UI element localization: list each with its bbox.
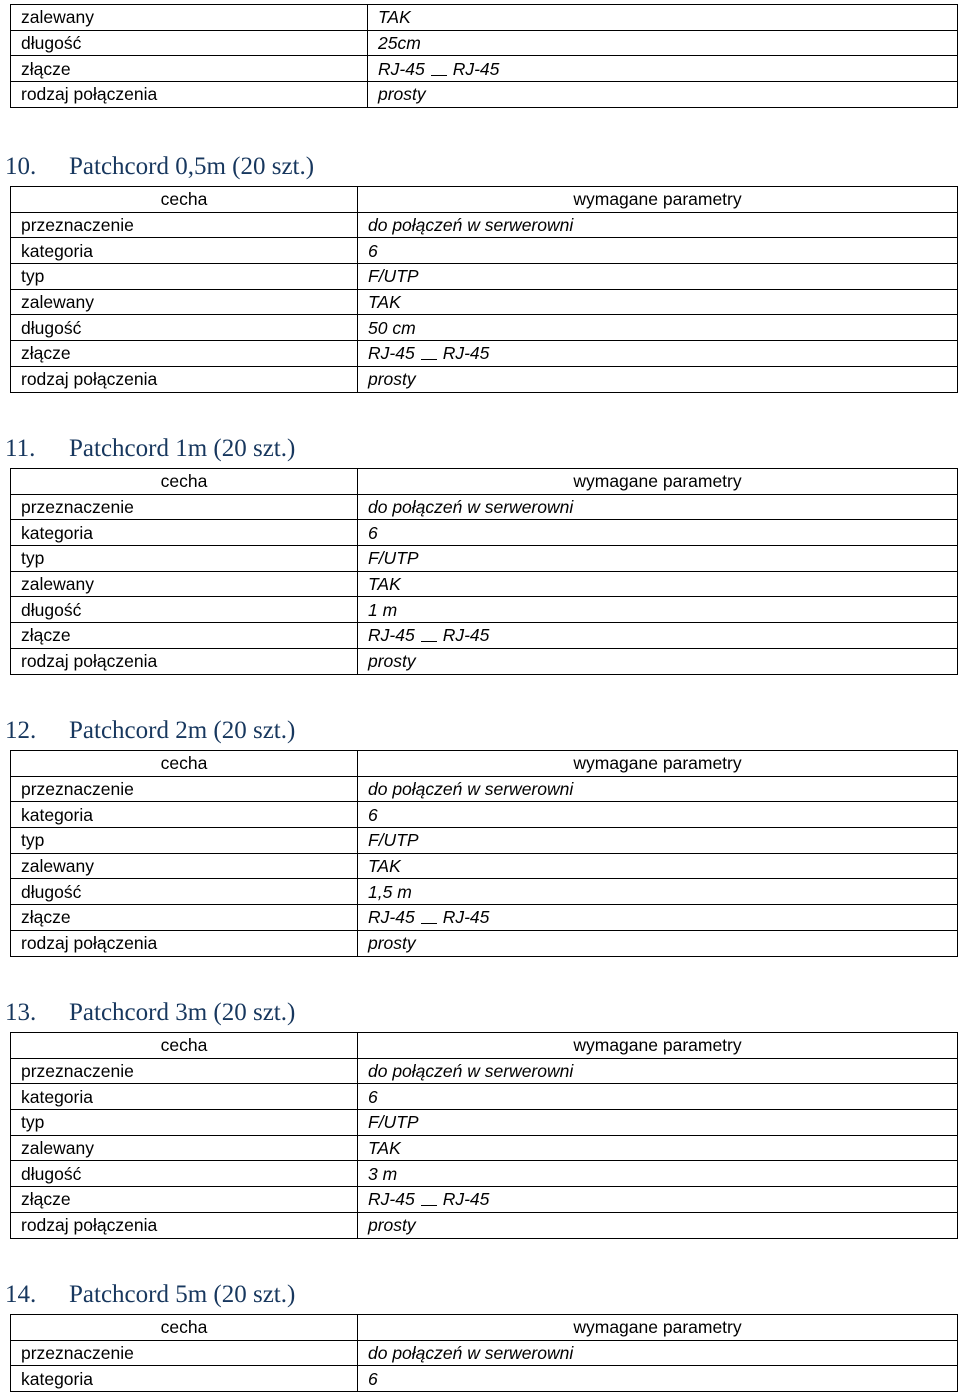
param-value: do połączeń w serwerowni	[358, 1058, 958, 1084]
param-value: TAK	[358, 853, 958, 879]
spec-table	[10, 186, 958, 393]
param-value: F/UTP	[358, 264, 958, 290]
param-value: 6	[358, 802, 958, 828]
section-title: Patchcord 0,5m (20 szt.)	[69, 153, 315, 180]
table-row	[11, 597, 958, 623]
param-name: zalewany	[11, 5, 368, 31]
param-value: TAK	[358, 571, 958, 597]
header-cecha: cecha	[11, 187, 358, 213]
param-name: długość	[11, 315, 358, 341]
param-name: rodzaj połączenia	[11, 930, 358, 956]
table-row	[11, 853, 958, 879]
param-value	[358, 1187, 958, 1213]
table-row	[11, 905, 958, 931]
param-name: rodzaj połączenia	[11, 648, 358, 674]
param-name: rodzaj połączenia	[11, 82, 368, 108]
param-value: 25cm	[368, 30, 958, 56]
table-row	[11, 520, 958, 546]
header-cecha: cecha	[11, 469, 358, 495]
header-wymagane-parametry: wymagane parametry	[358, 469, 958, 495]
table-row	[11, 212, 958, 238]
connector-b: RJ-45	[442, 343, 490, 364]
table-row	[11, 341, 958, 367]
param-name: przeznaczenie	[11, 494, 358, 520]
table-row	[11, 802, 958, 828]
param-value: prosty	[358, 366, 958, 392]
table-header-row	[11, 1033, 958, 1059]
table-row	[11, 571, 958, 597]
param-name: długość	[11, 1161, 358, 1187]
param-value: F/UTP	[358, 1110, 958, 1136]
param-name: kategoria	[11, 520, 358, 546]
spec-table	[10, 750, 958, 957]
param-name: zalewany	[11, 289, 358, 315]
param-value: TAK	[358, 289, 958, 315]
section-number: 11.	[5, 435, 36, 462]
spec-table	[10, 1314, 958, 1392]
table-row	[11, 879, 958, 905]
param-value: F/UTP	[358, 546, 958, 572]
param-value: 1,5 m	[358, 879, 958, 905]
spec-table	[10, 468, 958, 675]
section-title: Patchcord 1m (20 szt.)	[69, 435, 296, 462]
param-value: prosty	[358, 648, 958, 674]
table-row	[11, 1135, 958, 1161]
section-heading	[5, 152, 314, 182]
table-row	[11, 238, 958, 264]
param-name: kategoria	[11, 1366, 358, 1392]
param-value: prosty	[358, 1212, 958, 1238]
param-value	[368, 56, 958, 82]
param-name: złącze	[11, 905, 358, 931]
param-name: typ	[11, 1110, 358, 1136]
table-row	[11, 1058, 958, 1084]
section-title: Patchcord 3m (20 szt.)	[69, 999, 296, 1026]
param-value: 6	[358, 238, 958, 264]
param-value: 6	[358, 520, 958, 546]
table-header-row	[11, 187, 958, 213]
connector-a: RJ-45	[368, 907, 415, 928]
spec-table-continued	[10, 4, 958, 108]
param-name: złącze	[11, 56, 368, 82]
table-row	[11, 494, 958, 520]
param-value	[358, 341, 958, 367]
param-value: 6	[358, 1366, 958, 1392]
table-row	[11, 1212, 958, 1238]
connector-b: RJ-45	[442, 625, 490, 646]
header-cecha: cecha	[11, 751, 358, 777]
param-value: do połączeń w serwerowni	[358, 494, 958, 520]
param-value: 3 m	[358, 1161, 958, 1187]
section-number: 10.	[5, 153, 37, 180]
table-row	[11, 1340, 958, 1366]
section-heading	[5, 716, 295, 746]
connector-a: RJ-45	[378, 58, 425, 79]
param-value: 6	[358, 1084, 958, 1110]
param-name: zalewany	[11, 571, 358, 597]
table-row	[11, 546, 958, 572]
table-header-row	[11, 469, 958, 495]
table-row	[11, 623, 958, 649]
table-row	[11, 264, 958, 290]
table-row	[11, 82, 958, 108]
param-name: przeznaczenie	[11, 1058, 358, 1084]
param-name: przeznaczenie	[11, 776, 358, 802]
table-row	[11, 1366, 958, 1392]
table-row	[11, 289, 958, 315]
connector-a: RJ-45	[368, 343, 415, 364]
param-value: TAK	[368, 5, 958, 31]
connector-b: RJ-45	[442, 1189, 490, 1210]
param-value: 1 m	[358, 597, 958, 623]
param-value: 50 cm	[358, 315, 958, 341]
table-row	[11, 1084, 958, 1110]
param-name: długość	[11, 30, 368, 56]
table-row	[11, 1161, 958, 1187]
param-value: F/UTP	[358, 828, 958, 854]
table-row	[11, 56, 958, 82]
header-cecha: cecha	[11, 1315, 358, 1341]
section-heading	[5, 1280, 295, 1310]
param-value: prosty	[358, 930, 958, 956]
header-cecha: cecha	[11, 1033, 358, 1059]
section-heading	[5, 434, 295, 464]
section-number: 14.	[5, 1281, 37, 1308]
param-name: długość	[11, 879, 358, 905]
param-name: typ	[11, 264, 358, 290]
param-name: kategoria	[11, 1084, 358, 1110]
param-value: TAK	[358, 1135, 958, 1161]
connector-a: RJ-45	[368, 1189, 415, 1210]
table-row	[11, 930, 958, 956]
table-row	[11, 776, 958, 802]
table-row	[11, 1110, 958, 1136]
param-name: typ	[11, 828, 358, 854]
param-name: kategoria	[11, 238, 358, 264]
section-title: Patchcord 2m (20 szt.)	[69, 717, 296, 744]
param-name: typ	[11, 546, 358, 572]
param-value	[358, 905, 958, 931]
param-value: prosty	[368, 82, 958, 108]
param-value: do połączeń w serwerowni	[358, 776, 958, 802]
section-heading	[5, 998, 295, 1028]
header-wymagane-parametry: wymagane parametry	[358, 1315, 958, 1341]
table-row	[11, 648, 958, 674]
header-wymagane-parametry: wymagane parametry	[358, 187, 958, 213]
param-name: kategoria	[11, 802, 358, 828]
spec-table	[10, 1032, 958, 1239]
section-number: 13.	[5, 999, 37, 1026]
section-title: Patchcord 5m (20 szt.)	[69, 1281, 296, 1308]
table-row	[11, 366, 958, 392]
table-row	[11, 828, 958, 854]
param-name: rodzaj połączenia	[11, 1212, 358, 1238]
param-name: zalewany	[11, 853, 358, 879]
header-wymagane-parametry: wymagane parametry	[358, 1033, 958, 1059]
param-name: przeznaczenie	[11, 212, 358, 238]
table-row	[11, 5, 958, 31]
param-value	[358, 623, 958, 649]
param-name: przeznaczenie	[11, 1340, 358, 1366]
table-row	[11, 315, 958, 341]
param-name: złącze	[11, 1187, 358, 1213]
connector-b: RJ-45	[452, 58, 500, 79]
param-name: złącze	[11, 341, 358, 367]
table-row	[11, 30, 958, 56]
param-name: złącze	[11, 623, 358, 649]
connector-b: RJ-45	[442, 907, 490, 928]
header-wymagane-parametry: wymagane parametry	[358, 751, 958, 777]
section-number: 12.	[5, 717, 37, 744]
table-header-row	[11, 751, 958, 777]
table-row	[11, 1187, 958, 1213]
table-header-row	[11, 1315, 958, 1341]
param-name: rodzaj połączenia	[11, 366, 358, 392]
param-value: do połączeń w serwerowni	[358, 212, 958, 238]
param-value: do połączeń w serwerowni	[358, 1340, 958, 1366]
connector-a: RJ-45	[368, 625, 415, 646]
param-name: zalewany	[11, 1135, 358, 1161]
param-name: długość	[11, 597, 358, 623]
